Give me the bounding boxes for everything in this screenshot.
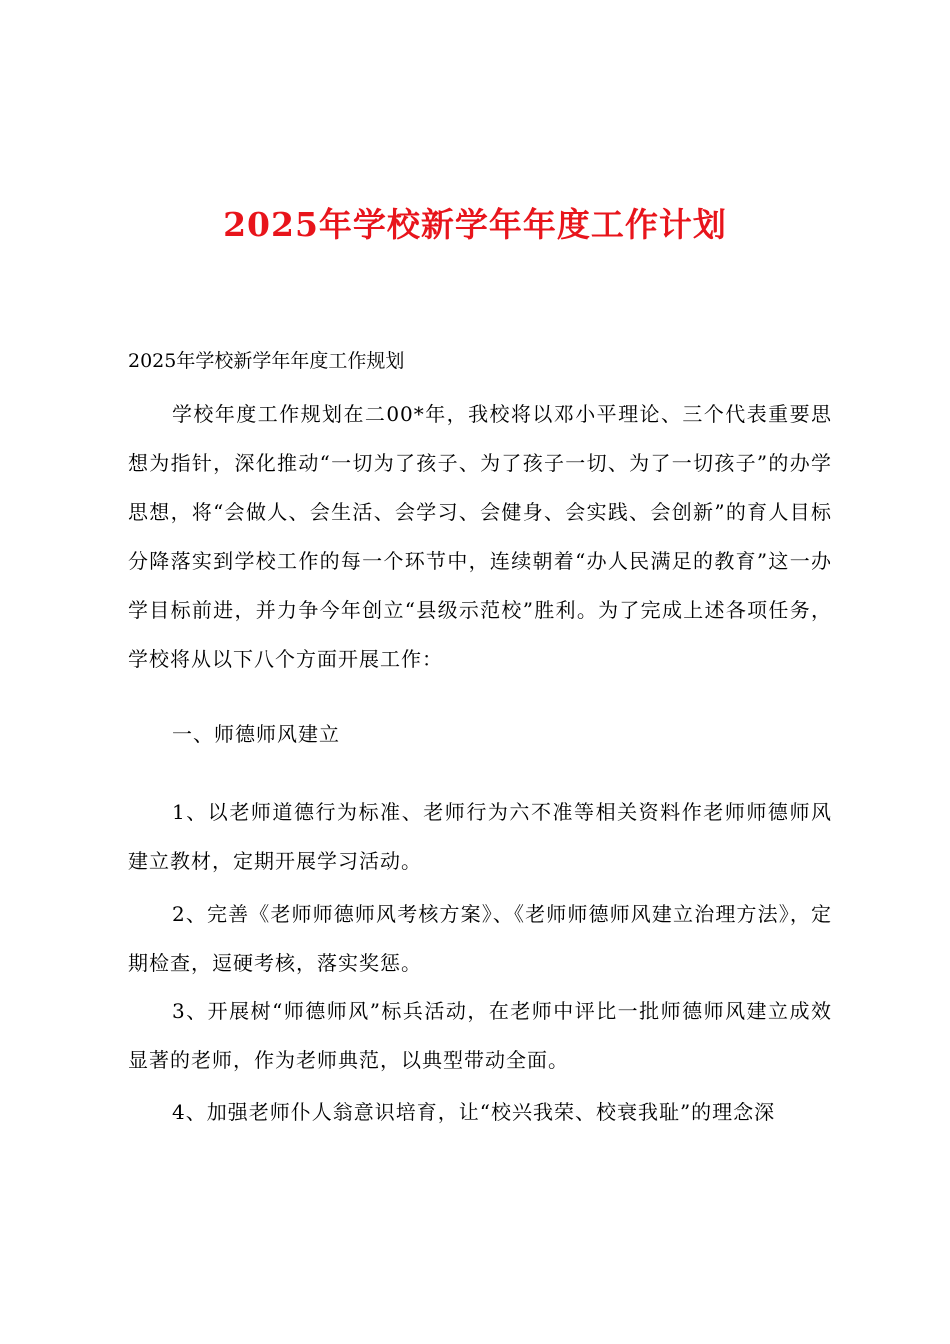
list-item: 1、以老师道德行为标准、老师行为六不准等相关资料作老师师德师风建立教材，定期开展学习活动。: [128, 800, 832, 873]
document-subtitle: 2025年学校新学年年度工作规划: [128, 350, 405, 372]
document-title: 2025年学校新学年年度工作计划: [223, 205, 727, 244]
list-item: 4、加强老师仆人翁意识培育，让“校兴我荣、校衰我耻”的理念深: [172, 1100, 776, 1124]
list-item: 2、完善《老师师德师风考核方案》、《老师师德师风建立治理方法》，定期检查，逗硬考核，落实奖惩。: [128, 902, 832, 975]
list-item: 3、开展树“师德师风”标兵活动，在老师中评比一批师德师风建立成效显著的老师，作为老师典范，以典型带动全面。: [128, 999, 832, 1072]
section-heading: 一、师德师风建立: [172, 722, 340, 746]
intro-paragraph: 学校年度工作规划在二00*年，我校将以邓小平理论、三个代表重要思想为指针，深化推动“一切为了孩子、为了孩子一切、为了一切孩子”的办学思想，将“会做人、会生活、会学习、会健身、会实践、会创新”的育人目标分降落实到学校工作的每一个环节中，连续朝着“办人民满足的教育”这一办学目标前进，并力争今年创立“县级示范校”胜利。为了完成上述各项任务，学校将从以下八个方面开展工作：: [128, 402, 832, 671]
